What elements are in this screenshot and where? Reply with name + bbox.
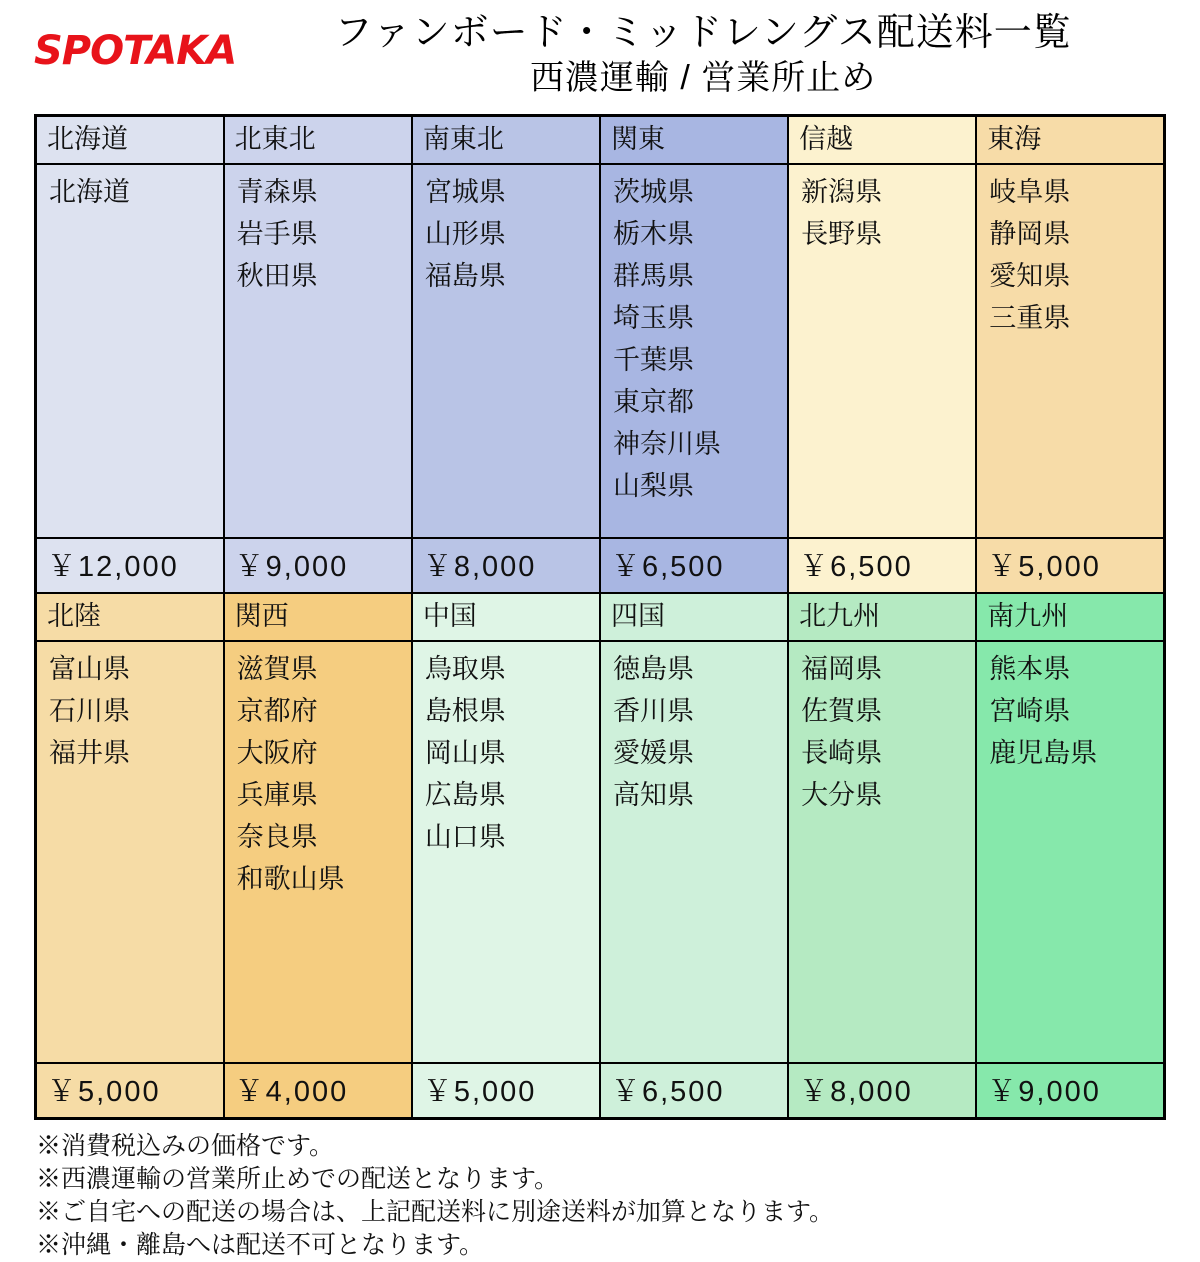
price-cell [412, 538, 600, 593]
prefecture-item: 富山県 [49, 654, 130, 684]
prefecture-item: 兵庫県 [236, 780, 318, 810]
prefecture-item: 長野県 [801, 219, 883, 249]
prefecture-item: 三重県 [989, 303, 1071, 333]
region-name: 北東北 [234, 124, 316, 154]
prefecture-item: 秋田県 [236, 261, 318, 291]
price-cell [224, 1063, 412, 1119]
prefecture-item: 栃木県 [612, 219, 694, 249]
prefecture-cell [412, 641, 600, 1063]
prefecture-item: 滋賀県 [236, 654, 318, 684]
prefecture-list [413, 165, 599, 537]
price-cell [224, 538, 412, 593]
title-block [236, 10, 1166, 100]
prefecture-item: 宮崎県 [989, 696, 1071, 726]
region-name: 北九州 [799, 601, 881, 631]
price-cell [788, 538, 976, 593]
price-value: ￥6,500 [799, 551, 913, 583]
prefecture-list [37, 642, 223, 1062]
prefecture-item: 岐阜県 [989, 177, 1071, 207]
prefecture-item: 鳥取県 [424, 654, 506, 684]
prefecture-item: 佐賀県 [801, 696, 883, 726]
prefecture-item: 北海道 [49, 177, 130, 207]
price-value: ￥4,000 [234, 1076, 349, 1108]
prefecture-cell [224, 164, 412, 538]
prefecture-item: 神奈川県 [612, 429, 721, 459]
prefecture-list [225, 642, 411, 1062]
table-body [36, 116, 1165, 1119]
note-item: ※西濃運輸の営業所止めでの配送となります。 [36, 1165, 560, 1193]
prefecture-item: 群馬県 [612, 261, 694, 291]
price-value: ￥6,500 [610, 1076, 725, 1108]
region-name: 東海 [987, 124, 1042, 154]
prefecture-item: 福島県 [424, 261, 506, 291]
prefecture-item: 山梨県 [612, 471, 694, 501]
region-header-cell [788, 116, 976, 165]
region-header-cell [600, 593, 788, 641]
prefecture-item: 山口県 [424, 822, 506, 852]
prefecture-item: 埼玉県 [612, 303, 694, 333]
table-row-region-names-1 [36, 116, 1165, 165]
price-value: ￥12,000 [47, 551, 179, 583]
region-header-cell [36, 116, 224, 165]
region-header-cell [412, 116, 600, 165]
prefecture-cell [36, 164, 224, 538]
prefecture-item: 宮城県 [424, 177, 506, 207]
prefecture-cell [412, 164, 600, 538]
note-item: ※沖縄・離島へは配送不可となります。 [36, 1231, 485, 1259]
price-cell [976, 538, 1164, 593]
price-cell [36, 538, 224, 593]
page-subtitle: 西濃運輸 / 営業所止め [529, 59, 877, 97]
prefecture-item: 京都府 [236, 696, 318, 726]
price-value: ￥5,000 [422, 1076, 537, 1108]
prefecture-list [977, 165, 1163, 537]
prefecture-cell [600, 164, 788, 538]
prefecture-item: 奈良県 [236, 822, 318, 852]
region-name: 南東北 [422, 124, 504, 154]
prefecture-item: 鹿児島県 [989, 738, 1098, 768]
price-value: ￥8,000 [799, 1076, 913, 1108]
region-name: 北海道 [47, 124, 128, 154]
prefecture-item: 山形県 [424, 219, 506, 249]
region-name: 中国 [422, 601, 477, 631]
prefecture-cell [976, 641, 1164, 1063]
notes-list [34, 1130, 1166, 1262]
prefecture-cell [976, 164, 1164, 538]
prefecture-cell [788, 164, 976, 538]
region-name: 南九州 [987, 601, 1069, 631]
prefecture-cell [224, 641, 412, 1063]
region-header-cell [36, 593, 224, 641]
region-header-cell [412, 593, 600, 641]
price-cell [36, 1063, 224, 1119]
prefecture-item: 大分県 [801, 780, 883, 810]
prefecture-item: 香川県 [612, 696, 694, 726]
table-row-region-names-2 [36, 593, 1165, 641]
prefecture-item: 大阪府 [236, 738, 318, 768]
price-value: ￥6,500 [610, 551, 725, 583]
price-value: ￥5,000 [47, 1076, 161, 1108]
price-cell [976, 1063, 1164, 1119]
region-name: 信越 [799, 124, 854, 154]
prefecture-item: 長崎県 [801, 738, 883, 768]
price-cell [412, 1063, 600, 1119]
prefecture-list [225, 165, 411, 537]
prefecture-item: 千葉県 [612, 345, 694, 375]
prefecture-list [601, 165, 787, 537]
prefecture-item: 新潟県 [801, 177, 883, 207]
table-row-prefectures-1 [36, 164, 1165, 538]
prefecture-item: 茨城県 [612, 177, 694, 207]
header [34, 10, 1166, 114]
prefecture-item: 愛媛県 [612, 738, 694, 768]
region-header-cell [224, 116, 412, 165]
table-row-prices-1 [36, 538, 1165, 593]
region-name: 北陸 [47, 601, 101, 631]
prefecture-item: 高知県 [612, 780, 694, 810]
prefecture-item: 熊本県 [989, 654, 1071, 684]
prefecture-item: 愛知県 [989, 261, 1071, 291]
table-row-prices-2 [36, 1063, 1165, 1119]
prefecture-list [601, 642, 787, 1062]
prefecture-item: 青森県 [236, 177, 318, 207]
region-name: 関東 [610, 124, 665, 154]
prefecture-item: 東京都 [612, 387, 694, 417]
prefecture-item: 岡山県 [424, 738, 506, 768]
prefecture-item: 静岡県 [989, 219, 1071, 249]
prefecture-cell [600, 641, 788, 1063]
page-title: ファンボード・ミッドレングス配送料一覧 [334, 12, 1072, 54]
region-header-cell [976, 593, 1164, 641]
prefecture-item: 和歌山県 [236, 864, 345, 894]
brand-logo: SPOTAKA [34, 28, 237, 74]
price-cell [788, 1063, 976, 1119]
prefecture-item: 福岡県 [801, 654, 883, 684]
note-item: ※ご自宅への配送の場合は、上記配送料に別途送料が加算となります。 [36, 1198, 835, 1226]
region-name: 四国 [610, 601, 665, 631]
prefecture-list [977, 642, 1163, 1062]
prefecture-item: 岩手県 [236, 219, 318, 249]
prefecture-list [37, 165, 223, 537]
price-value: ￥9,000 [987, 1076, 1101, 1108]
price-cell [600, 538, 788, 593]
shipping-fee-table [34, 114, 1166, 1120]
prefecture-list [413, 642, 599, 1062]
region-header-cell [788, 593, 976, 641]
price-value: ￥9,000 [234, 551, 349, 583]
prefecture-item: 石川県 [49, 696, 130, 726]
prefecture-list [789, 642, 975, 1062]
prefecture-item: 島根県 [424, 696, 506, 726]
region-name: 関西 [234, 601, 289, 631]
prefecture-cell [36, 641, 224, 1063]
price-cell [600, 1063, 788, 1119]
prefecture-item: 福井県 [49, 738, 130, 768]
table-row-prefectures-2 [36, 641, 1165, 1063]
region-header-cell [976, 116, 1164, 165]
prefecture-list [789, 165, 975, 537]
note-item: ※消費税込みの価格です。 [36, 1132, 335, 1160]
price-value: ￥5,000 [987, 551, 1101, 583]
prefecture-item: 徳島県 [612, 654, 694, 684]
prefecture-item: 広島県 [424, 780, 506, 810]
prefecture-cell [788, 641, 976, 1063]
region-header-cell [600, 116, 788, 165]
price-value: ￥8,000 [422, 551, 537, 583]
region-header-cell [224, 593, 412, 641]
